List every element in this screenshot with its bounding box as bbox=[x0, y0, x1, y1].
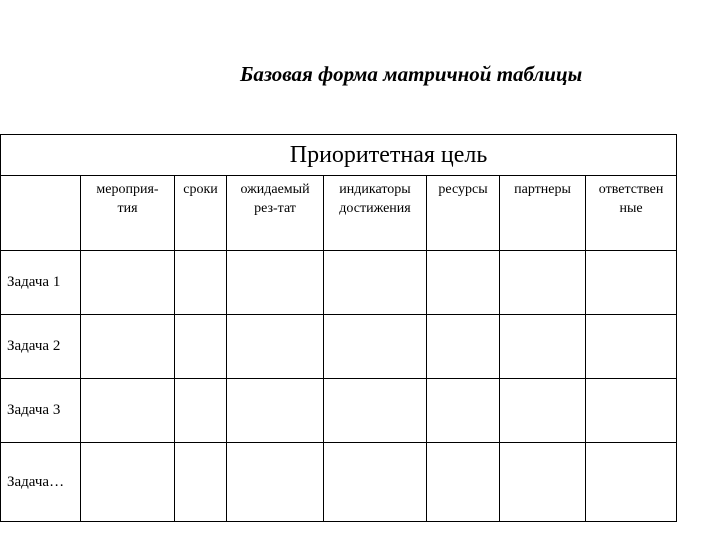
column-header-activities: мероприя- тия bbox=[81, 176, 175, 251]
table-cell bbox=[81, 379, 175, 443]
table-cell bbox=[324, 443, 427, 522]
task-label: Задача 1 bbox=[1, 251, 81, 315]
column-header-row bbox=[1, 176, 677, 251]
table-cell bbox=[586, 315, 677, 379]
table-cell bbox=[175, 315, 227, 379]
table-cell bbox=[81, 315, 175, 379]
table-cell bbox=[227, 443, 324, 522]
table-cell bbox=[175, 443, 227, 522]
column-header-deadlines: сроки bbox=[175, 176, 227, 251]
table-cell bbox=[427, 251, 500, 315]
priority-goal-header bbox=[1, 135, 677, 176]
table-row bbox=[1, 443, 677, 522]
column-header-expected-result: ожидаемый рез-тат bbox=[227, 176, 324, 251]
table-row bbox=[1, 315, 677, 379]
table-cell bbox=[175, 251, 227, 315]
table-cell bbox=[500, 379, 586, 443]
table-row bbox=[1, 379, 677, 443]
table-cell bbox=[227, 315, 324, 379]
table-cell bbox=[227, 379, 324, 443]
column-header-indicators: индикаторы достижения bbox=[324, 176, 427, 251]
table-cell bbox=[227, 251, 324, 315]
table-cell bbox=[427, 443, 500, 522]
page-title: Базовая форма матричной таблицы bbox=[240, 62, 583, 86]
table-cell bbox=[500, 251, 586, 315]
corner-cell bbox=[1, 176, 81, 251]
table-cell bbox=[586, 379, 677, 443]
task-label: Задача 3 bbox=[1, 379, 81, 443]
task-label: Задача… bbox=[1, 443, 81, 522]
table-cell bbox=[586, 443, 677, 522]
table-cell bbox=[324, 379, 427, 443]
column-header-partners: партнеры bbox=[500, 176, 586, 251]
table-cell bbox=[427, 315, 500, 379]
table-cell bbox=[81, 251, 175, 315]
task-label: Задача 2 bbox=[1, 315, 81, 379]
table-row bbox=[1, 251, 677, 315]
priority-goal-label: Приоритетная цель bbox=[289, 141, 488, 168]
table-cell bbox=[500, 443, 586, 522]
goal-row bbox=[1, 135, 677, 176]
matrix-table bbox=[0, 134, 677, 522]
table-cell bbox=[324, 315, 427, 379]
table-cell bbox=[427, 379, 500, 443]
column-header-resources: ресурсы bbox=[427, 176, 500, 251]
column-header-responsible: ответствен ные bbox=[586, 176, 677, 251]
table-cell bbox=[81, 443, 175, 522]
table-cell bbox=[324, 251, 427, 315]
table-cell bbox=[500, 315, 586, 379]
table-cell bbox=[175, 379, 227, 443]
table-cell bbox=[586, 251, 677, 315]
